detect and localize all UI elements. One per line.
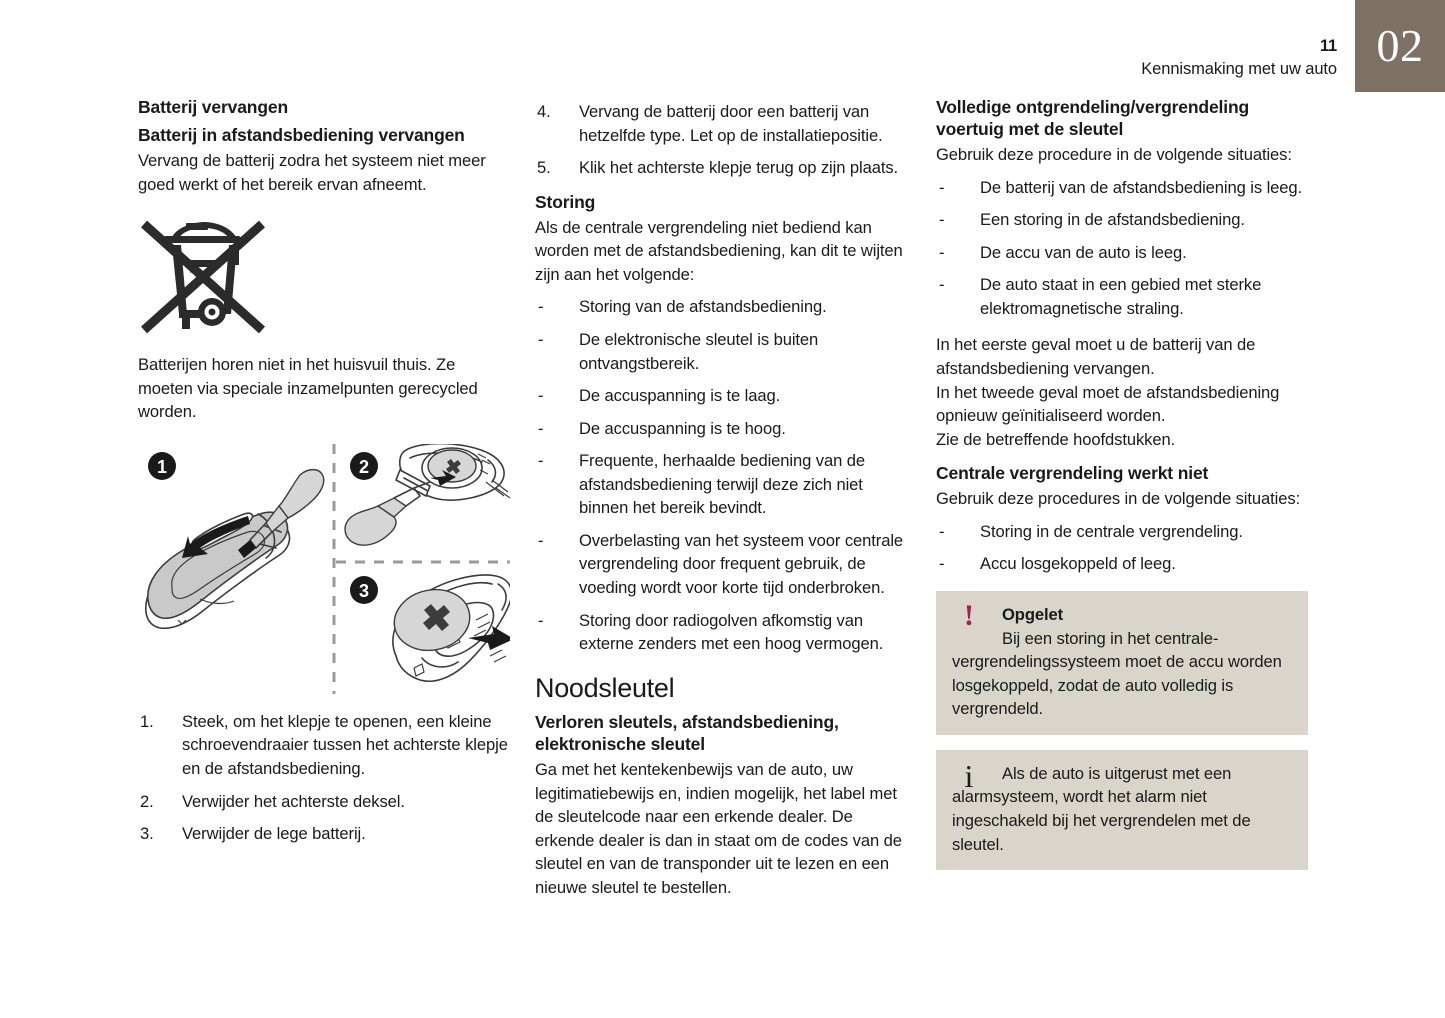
list-text: De auto staat in een gebied met sterke elektromagnetische straling. xyxy=(980,275,1262,318)
list-text: Een storing in de afstandsbediening. xyxy=(980,210,1245,230)
list-text: De accuspanning is te laag. xyxy=(579,386,781,406)
list-text: Accu losgekoppeld of leeg. xyxy=(980,554,1176,574)
figure-step-2 xyxy=(345,444,510,545)
warning-text: Bij een storing in het centrale-vergrendelingssysteem moet de accu worden losgekoppeld, zodat de auto volledig is vergrendeld. xyxy=(952,628,1282,719)
page-number: 11 xyxy=(1319,37,1337,55)
situations-list-1 xyxy=(936,176,1308,321)
list-text: Frequente, herhaalde bediening van de afstandsbediening terwijl deze zich niet binnen het bereik bevindt. xyxy=(579,451,865,518)
header-text-block xyxy=(1141,36,1337,80)
list-item xyxy=(535,384,907,408)
header-title: Kennismaking met uw auto xyxy=(1141,59,1337,78)
svg-text:1: 1 xyxy=(156,456,168,477)
list-text: Storing door radiogolven afkomstig van externe zenders met een hoog vermogen. xyxy=(579,610,884,654)
list-marker: 4. xyxy=(537,102,551,121)
paragraph-verloren-sleutels: Ga met het kentekenbewijs van de auto, uw legitimatiebewijs en, indien mogelijk, het label met de sleutelcode naar een erkende dealer. De erkende dealer is dan in staat om de codes van de sleutel en van de transponder uit te lezen en een nieuwe sleutel te bestellen. xyxy=(535,760,902,898)
column-1 xyxy=(138,96,510,855)
list-marker: 1. xyxy=(140,711,154,731)
list-marker: - xyxy=(939,242,945,262)
figure-step-3 xyxy=(350,575,510,681)
paragraph-batterijen-huisvuil: Batterijen horen niet in het huisvuil thuis. Ze moeten via speciale inzamelpunten gerecycled worden. xyxy=(138,355,478,422)
figure-step-1 xyxy=(146,452,324,628)
information-icon: i xyxy=(964,757,974,794)
list-item xyxy=(535,417,907,441)
heading-batterij-vervangen: Batterij vervangen xyxy=(138,97,288,117)
key-fob-battery-replacement-figure xyxy=(138,444,510,694)
list-item xyxy=(138,710,510,781)
list-text: De elektronische sleutel is buiten ontvangstbereik. xyxy=(579,329,819,373)
crossed-out-wheelie-bin-icon xyxy=(138,214,268,339)
paragraph-tweede-geval: In het tweede geval moet de afstandsbediening opnieuw geïnitialiseerd worden. xyxy=(936,382,1280,426)
section-title-noodsleutel: Noodsleutel xyxy=(535,672,675,703)
list-marker: - xyxy=(538,329,544,349)
list-item xyxy=(535,449,907,520)
situations-list-2 xyxy=(936,520,1308,576)
heading-volledige-ontgrendeling: Volledige ontgrendeling/vergrendeling voertuig met de sleutel xyxy=(936,97,1250,140)
list-marker: - xyxy=(538,451,544,471)
list-marker: - xyxy=(939,275,945,295)
heading-batterij-in-afstandsbediening-vervangen: Batterij in afstandsbediening vervangen xyxy=(138,125,465,146)
list-item xyxy=(138,790,510,814)
list-item xyxy=(535,100,907,147)
list-marker: - xyxy=(939,521,945,541)
numbered-steps-list-1 xyxy=(138,710,510,846)
warning-callout xyxy=(936,591,1308,735)
list-text: Klik het achterste klepje terug op zijn plaats. xyxy=(579,158,899,178)
list-marker: 2. xyxy=(140,791,154,811)
page-header xyxy=(0,0,1445,92)
list-item xyxy=(936,520,1308,544)
chapter-tab xyxy=(1355,0,1445,92)
list-text: Vervang de batterij door een batterij van hetzelfde type. Let op de installatiepositie. xyxy=(579,102,883,145)
list-item xyxy=(936,273,1308,320)
column-3 xyxy=(936,96,1308,870)
list-item xyxy=(535,328,907,375)
svg-text:2: 2 xyxy=(358,456,370,477)
list-marker: - xyxy=(939,554,945,574)
list-text: Verwijder de lege batterij. xyxy=(182,824,366,844)
exclamation-icon: ! xyxy=(964,599,974,633)
list-item xyxy=(535,529,907,600)
chapter-number: 02 xyxy=(1376,20,1424,71)
column-2 xyxy=(535,96,907,909)
warning-title: Opgelet xyxy=(1002,605,1064,625)
list-marker: - xyxy=(538,297,544,317)
list-text: De batterij van de afstandsbediening is leeg. xyxy=(980,177,1303,197)
list-marker: - xyxy=(538,386,544,406)
content-columns xyxy=(0,96,1445,976)
list-text: De accuspanning is te hoog. xyxy=(579,418,786,438)
list-marker: - xyxy=(538,418,544,438)
list-item xyxy=(535,609,907,656)
info-callout xyxy=(936,750,1308,870)
paragraph-zie-hoofdstukken: Zie de betreffende hoofdstukken. xyxy=(936,429,1176,449)
list-item xyxy=(535,156,907,180)
list-marker: - xyxy=(538,530,544,550)
list-text: Storing van de afstandsbediening. xyxy=(579,297,827,317)
heading-storing: Storing xyxy=(535,191,596,212)
list-marker: - xyxy=(939,210,945,230)
list-item xyxy=(138,822,510,846)
list-text: De accu van de auto is leeg. xyxy=(980,242,1187,262)
list-item xyxy=(936,208,1308,232)
list-item xyxy=(936,241,1308,265)
list-marker: 5. xyxy=(537,158,551,178)
paragraph-vervang-de-batterij: Vervang de batterij zodra het systeem niet meer goed werkt of het bereik ervan afneemt. xyxy=(138,151,486,194)
list-marker: - xyxy=(939,177,945,197)
paragraph-gebruik-procedures: Gebruik deze procedures in de volgende situaties: xyxy=(936,489,1301,509)
heading-verloren-sleutels: Verloren sleutels, afstandsbediening, elektronische sleutel xyxy=(535,712,839,755)
list-text: Verwijder het achterste deksel. xyxy=(182,791,405,811)
list-marker: 3. xyxy=(140,824,154,844)
paragraph-storing: Als de centrale vergrendeling niet bediend kan worden met de afstandsbediening, kan dit te wijten zijn aan het volgende: xyxy=(535,217,903,284)
list-item xyxy=(936,176,1308,200)
heading-centrale-vergrendeling: Centrale vergrendeling werkt niet xyxy=(936,463,1209,484)
storing-causes-list xyxy=(535,295,907,655)
list-text: Storing in de centrale vergrendeling. xyxy=(980,521,1243,541)
numbered-steps-list-2 xyxy=(535,100,907,180)
paragraph-gebruik-procedure: Gebruik deze procedure in de volgende situaties: xyxy=(936,145,1292,165)
list-text: Overbelasting van het systeem voor centrale vergrendeling door frequent gebruik, de voeding wordt voor korte tijd onderbroken. xyxy=(579,530,904,598)
info-text: Als de auto is uitgerust met een alarmsysteem, wordt het alarm niet ingeschakeld bij het vergrendelen met de sleutel. xyxy=(952,763,1251,854)
svg-text:3: 3 xyxy=(358,580,370,601)
paragraph-eerste-geval: In het eerste geval moet u de batterij van de afstandsbediening vervangen. xyxy=(936,335,1256,379)
list-marker: - xyxy=(538,610,544,630)
list-text: Steek, om het klepje te openen, een kleine schroevendraaier tussen het achterste klepje en de afstandsbediening. xyxy=(182,711,508,779)
list-item xyxy=(936,552,1308,576)
list-item xyxy=(535,295,907,319)
